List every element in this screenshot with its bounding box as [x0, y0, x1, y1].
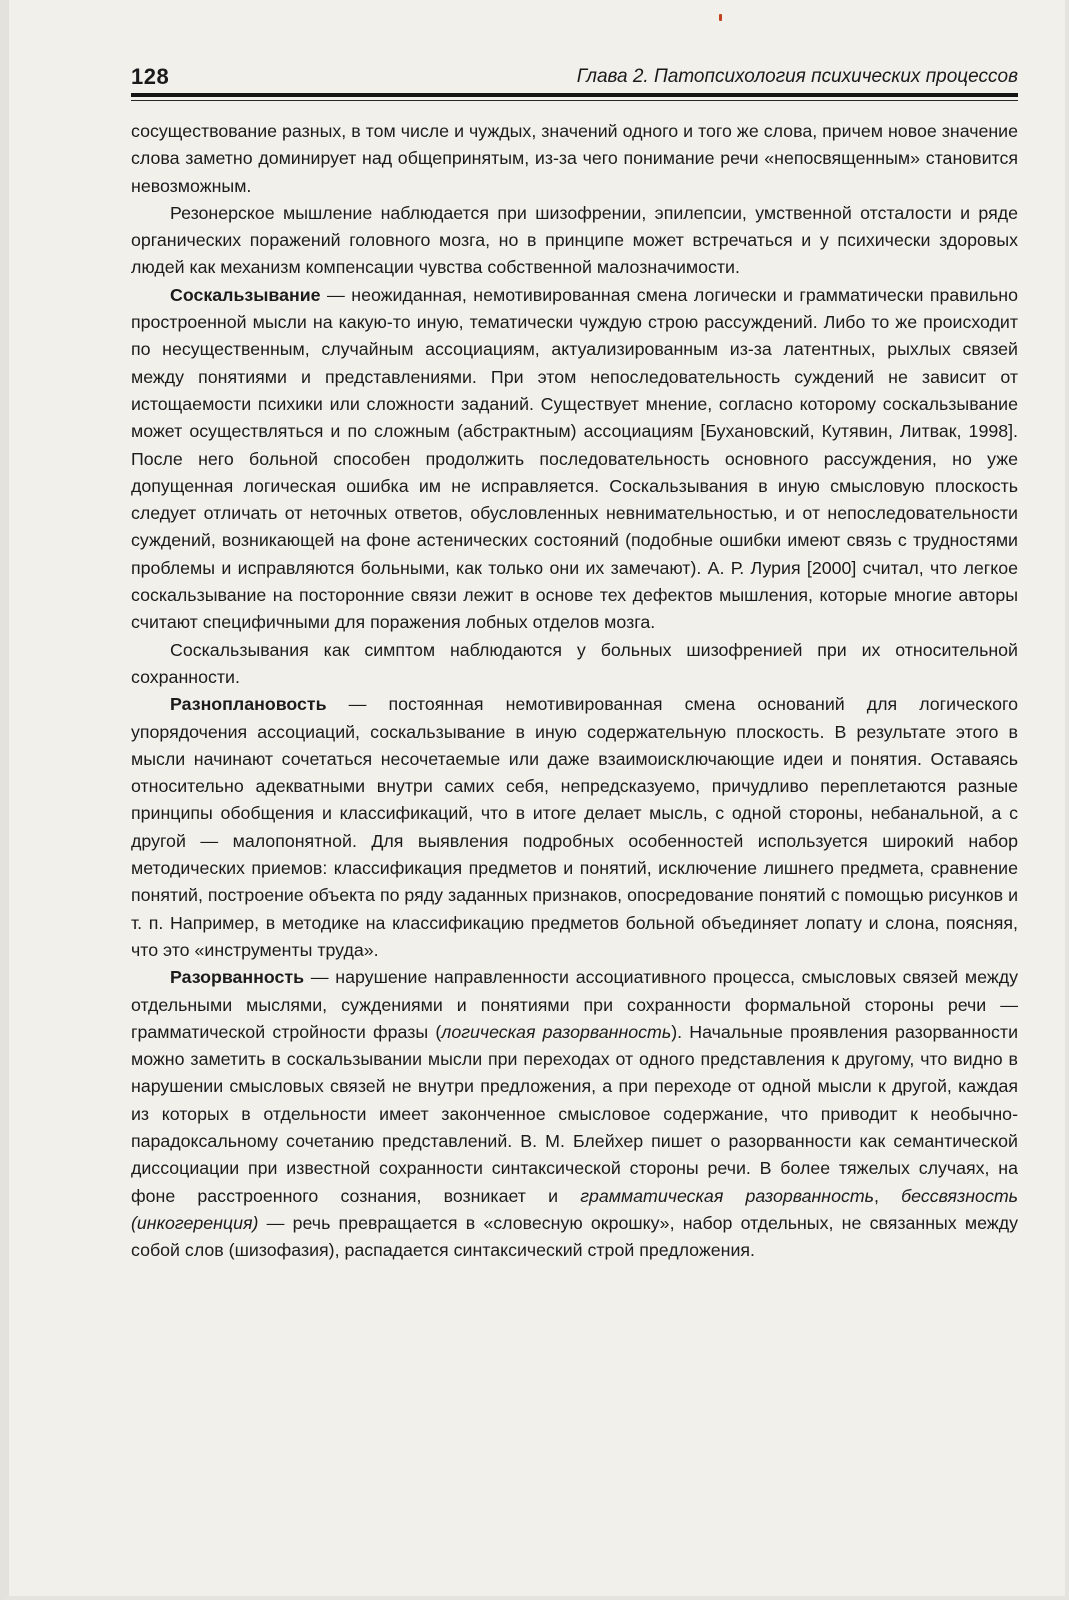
term-heading: Разноплановость [170, 694, 327, 715]
page-header [131, 64, 1018, 94]
paragraph-text: — нарушение направленности ассоциативного процесса, смысловых связей между отдельными мыслями, суждениями и понятиями при сохранности формальной стороны речи — грамматической стройности фразы ( [131, 967, 1018, 1042]
paragraph-text: Резонерское мышление наблюдается при шизофрении, эпилепсии, умственной отсталости и ряде органических поражений головного мозга, но в принципе может встречаться и у психически здоровых людей как механизм компенсации чувства собственной малозначимости. [131, 202, 1018, 278]
paragraph-text: — неожиданная, немотивированная смена логически и грамматически правильно простроенной мысли на какую-то иную, тематически чуждую строю рассуждений. Либо то же происходит по несущественным, случайным ассоциациям, актуализированным из-за латентных, рыхлых связей между понятиями и представлениями. При этом непоследовательность суждений не зависит от истощаемости психики или сложности заданий. Существует мнение, согласно которому соскальзывание может осуществляться и по сложным (абстрактным) ассоциациям [Бухановский, Кутявин, Литвак, 1998]. После него больной способен продолжить последовательность основного рассуждения, но уже допущенная логическая ошибка им не исправляется. Соскальзывания в иную смысловую плоскость следует отличать от неточных ответов, обусловленных невнимательностью, и от непоследовательности суждений, возникающей на фоне астенических состояний (подобные ошибки имеют связь с трудностями проблемы и исправляются больными, как только они их замечают). А. Р. Лурия [2000] считал, что легкое соскальзывание на посторонние связи лежит в основе тех дефектов мышления, которые многие авторы считают специфичными для поражения лобных отделов мозга. [131, 284, 1018, 633]
paragraph-text: Соскальзывания как симптом наблюдаются у больных шизофренией при их относительной сохранности. [131, 639, 1018, 687]
paragraph [131, 118, 1018, 200]
header-rule-thin [131, 100, 1018, 101]
paragraph-text: — речь превращается в «словесную окрошку», набор отдельных, не связанных между собой слов (шизофазия), распадается синтаксический строй предложения. [131, 1212, 1018, 1261]
paragraph [131, 637, 1018, 692]
paragraph [131, 282, 1018, 637]
running-title: Глава 2. Патопсихология психических процессов [576, 66, 1018, 87]
emphasis-text: грамматическая разорванность [580, 1185, 875, 1206]
header-rule-thick [131, 93, 1018, 97]
page-number: 128 [131, 64, 170, 89]
paragraph-text: ). Начальные проявления разорванности можно заметить в соскальзывании мысли при переходах от одного представления к другому, что видно в нарушении смысловых связей не внутри предложения, а при переходе от одной мысли к другой, каждая из которых в отдельности имеет законченное смысловое содержание, что приводит к необычно-парадоксальному сочетанию представлений. В. М. Блейхер пишет о разорванности как семантической диссоциации при известной сохранности синтаксической стороны речи. В более тяжелых случаях, на фоне расстроенного сознания, возникает и [131, 1021, 1018, 1206]
term-heading: Соскальзывание [170, 284, 321, 305]
emphasis-text: бессвязность (инкогеренция) [131, 1185, 1018, 1233]
term-heading: Разорванность [170, 967, 305, 988]
paragraph [131, 964, 1018, 1264]
paragraph-text: сосуществование разных, в том числе и чуждых, значений одного и того же слова, причем новое значение слова заметно доминирует над общепринятым, из-за чего понимание речи «непосвященным» становится невозможным. [131, 121, 1018, 196]
emphasis-text: логическая разорванность [441, 1021, 672, 1042]
paragraph-text: — постоянная немотивированная смена оснований для логического упорядочения ассоциаций, соскальзывание в иную содержательную плоскость. В результате этого в мысли начинают сочетаться несочетаемые или даже взаимоисключающие идеи и понятия. Оставаясь относительно адекватными внутри самих себя, непредсказуемо, причудливо переплетаются разные принципы обобщения и классификаций, что в итоге делает мысль, с одной стороны, небанальной, а с другой — малопонятной. Для выявления подробных особенностей используется широкий набор методических приемов: классификация предметов и понятий, исключение лишнего предмета, сравнение понятий, построение объекта по ряду заданных признаков, опосредование понятий с помощью рисунков и т. п. Например, в методике на классификацию предметов больной объединяет лопату и слона, поясняя, что это «инструменты труда». [131, 694, 1018, 960]
body-text [131, 118, 1018, 1264]
paragraph [131, 200, 1018, 282]
ink-speck [719, 14, 722, 21]
paragraph [131, 691, 1018, 964]
paragraph-text: , [874, 1185, 902, 1206]
